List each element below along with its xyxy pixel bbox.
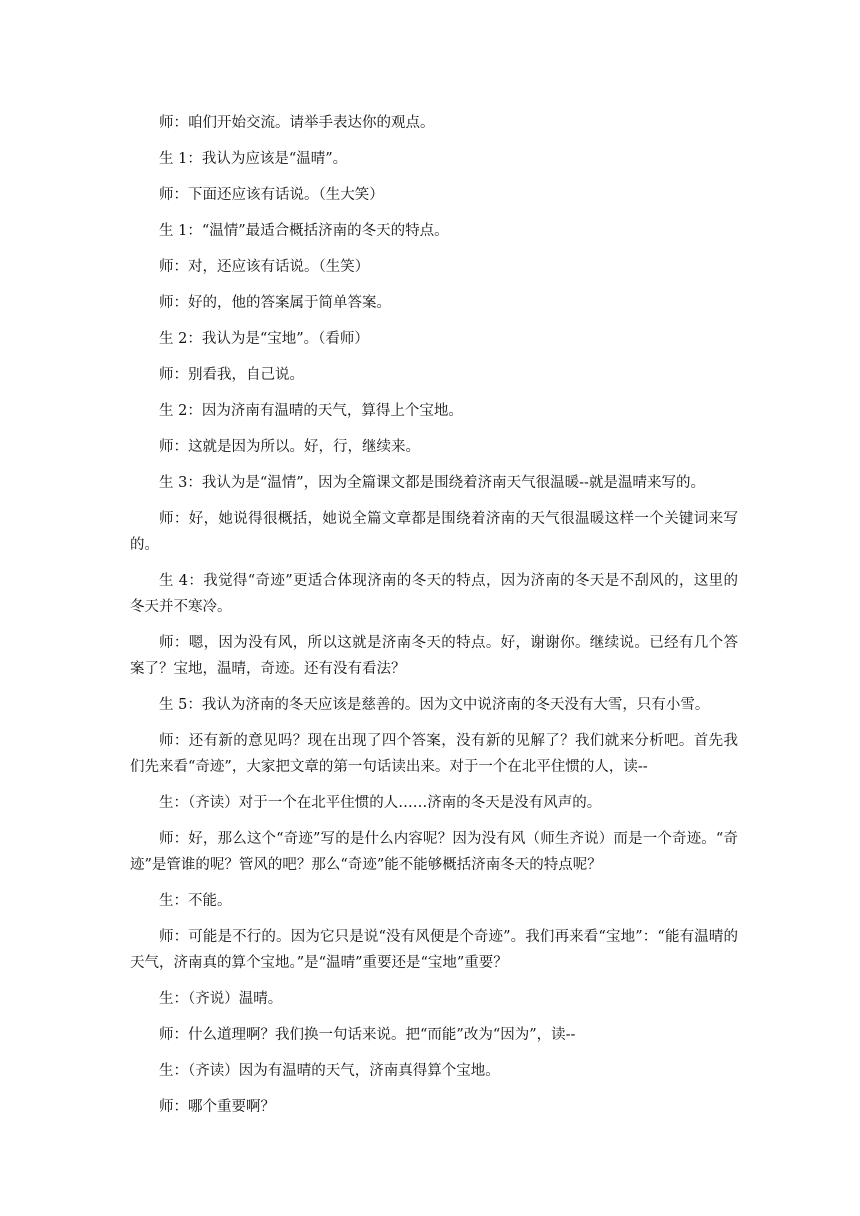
paragraph: 生 2：我认为是“宝地”。（看师）: [159, 331, 369, 347]
paragraph: 师：好，她说得很概括，她说全篇文章都是围绕着济南的天气很温暖这样一个关键词来写的。: [130, 511, 738, 553]
paragraph: 生：（齐读）对于一个在北平住惯的人……济南的冬天是没有风声的。: [159, 795, 602, 811]
paragraph: 师：还有新的意见吗？现在出现了四个答案，没有新的见解了？我们就来分析吧。首先我们先来看“奇迹”，大家把文章的第一句话读出来。对于一个在北平住惯的人，读--: [130, 733, 738, 775]
paragraph: 生：（齐说）温晴。: [159, 991, 283, 1007]
document-body: [130, 110, 738, 1130]
paragraph: 生 2：因为济南有温晴的天气，算得上个宝地。: [159, 403, 463, 419]
paragraph: 生 4：我觉得“奇迹”更适合体现济南的冬天的特点，因为济南的冬天是不刮风的，这里的冬天并不寒冷。: [130, 573, 738, 615]
paragraph: 生 5：我认为济南的冬天应该是慈善的。因为文中说济南的冬天没有大雪，只有小雪。: [159, 697, 710, 713]
paragraph: 师：下面还应该有话说。（生大笑）: [159, 187, 384, 203]
paragraph: 师：好的，他的答案属于简单答案。: [159, 295, 391, 311]
paragraph: 生：（齐读）因为有温晴的天气，济南真得算个宝地。: [159, 1063, 500, 1079]
paragraph: 师：什么道理啊？我们换一句话来说。把“而能”改为“因为”，读--: [159, 1027, 576, 1043]
paragraph: 师：好，那么这个“奇迹”写的是什么内容呢？因为没有风（师生齐说）而是一个奇迹。“奇迹”是管谁的呢？管风的吧？那么“奇迹”能不能够概括济南冬天的特点呢？: [130, 831, 738, 873]
paragraph: 生 3：我认为是“温情”，因为全篇课文都是围绕着济南天气很温暖--就是温晴来写的。: [159, 475, 705, 491]
paragraph: 生 1：我认为应该是“温晴”。: [159, 151, 348, 167]
paragraph: 师：可能是不行的。因为它只是说“没有风便是个奇迹”。我们再来看“宝地”：“能有温晴的天气，济南真的算个宝地。”是“温晴”重要还是“宝地”重要？: [130, 929, 738, 971]
paragraph: 生 1：“温情”最适合概括济南的冬天的特点。: [159, 223, 449, 239]
paragraph: 师：别看我，自己说。: [159, 367, 304, 383]
paragraph: 师：哪个重要啊？: [159, 1099, 275, 1115]
paragraph: 师：对，还应该有话说。（生笑）: [159, 259, 370, 275]
paragraph: 师：这就是因为所以。好，行，继续来。: [159, 439, 420, 455]
paragraph: 生：不能。: [159, 893, 232, 909]
paragraph: 师：嗯，因为没有风，所以这就是济南冬天的特点。好，谢谢你。继续说。已经有几个答案了？宝地，温晴，奇迹。还有没有看法？: [130, 635, 738, 677]
paragraph: 师：咱们开始交流。请举手表达你的观点。: [159, 115, 435, 131]
